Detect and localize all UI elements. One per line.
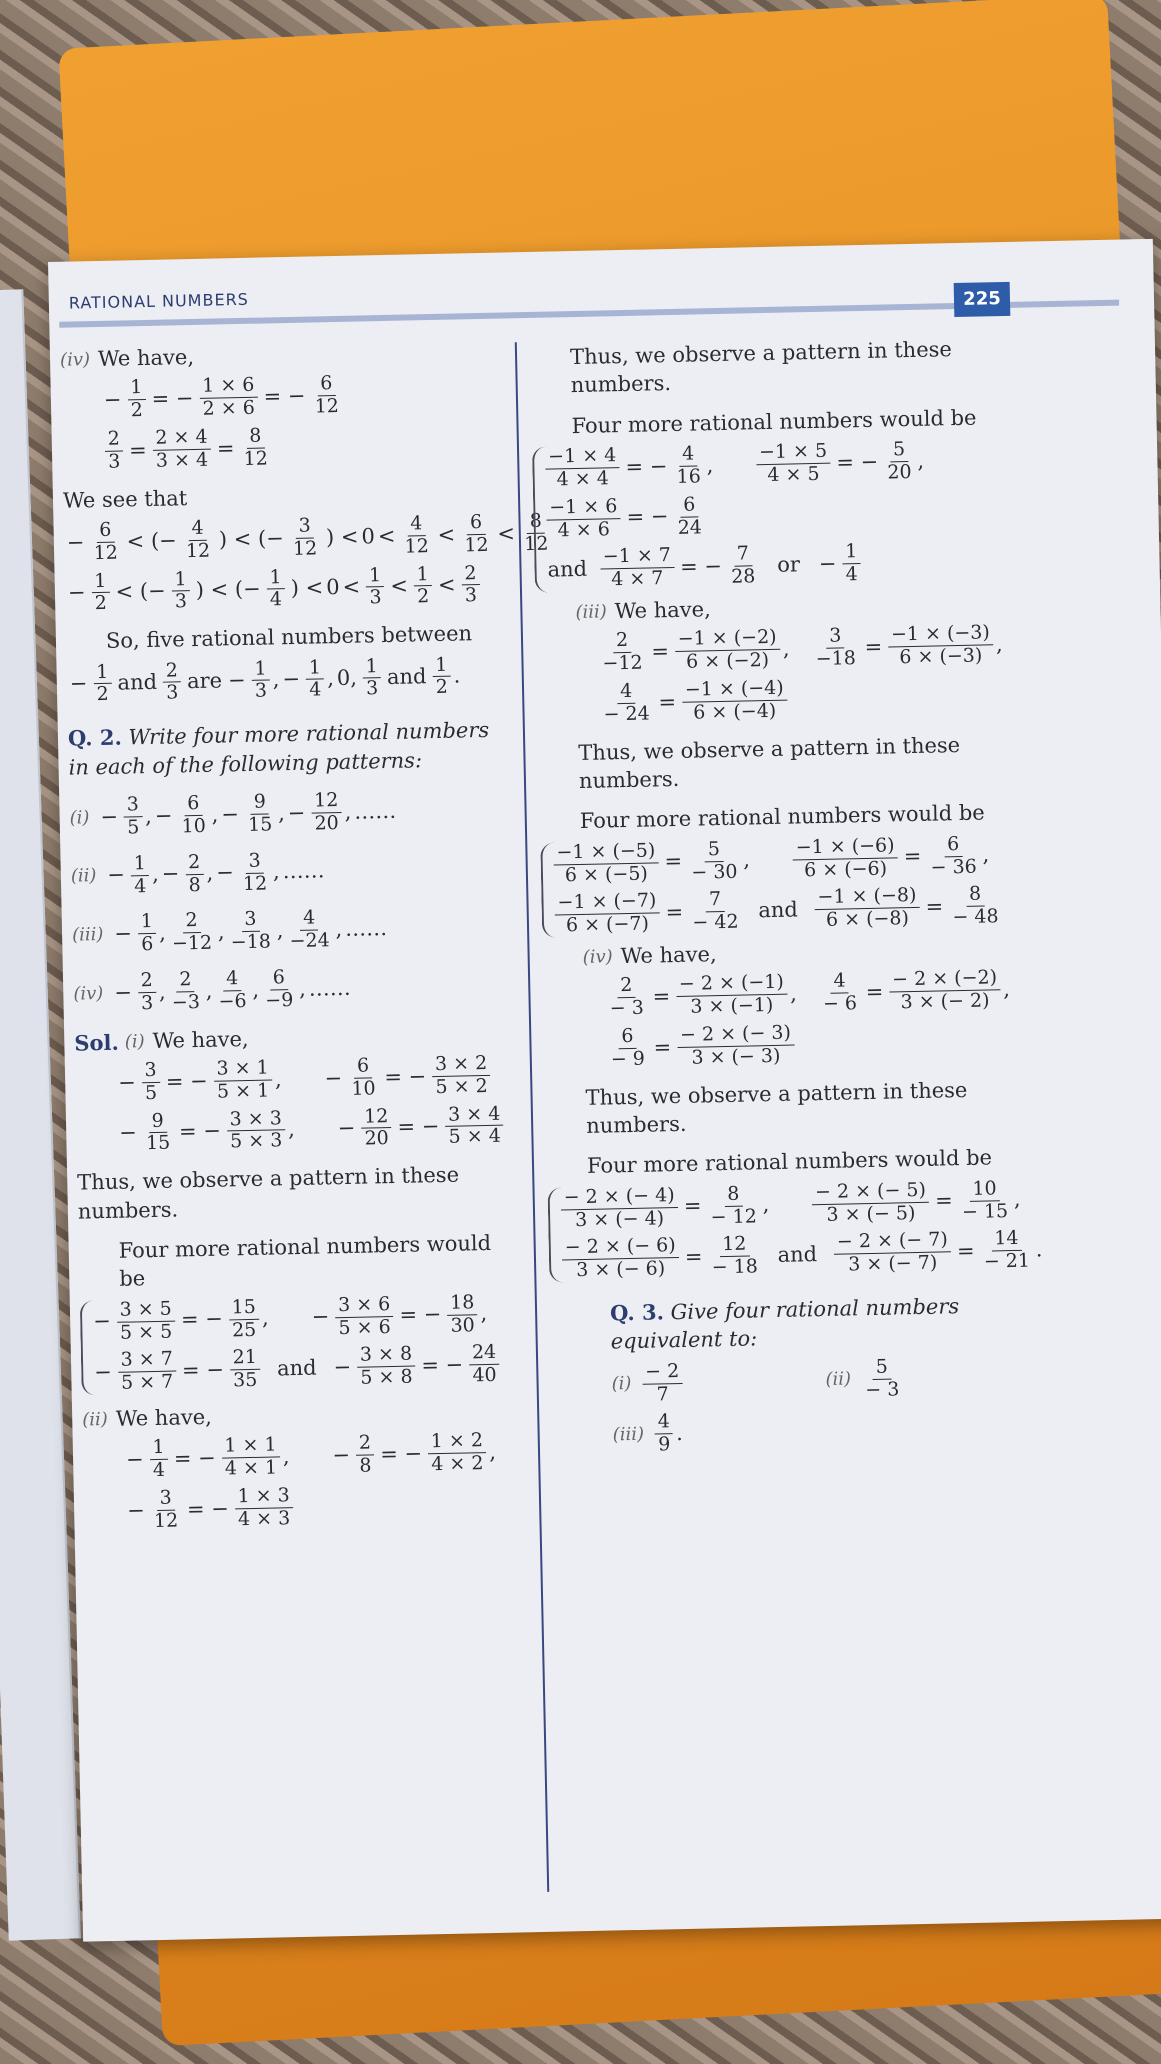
pattern-fraction: $\frac{12}{20}$: [311, 790, 342, 835]
four-more-text: Four more rational numbers would be: [579, 800, 985, 834]
pattern-row: (ii) − $\frac{1}{4}$ , − $\frac{2}{8}$ , − $\frac{3}{12}$ , ……: [70, 849, 325, 897]
q3-row: (i) − 2 7 (ii) 5 − 3: [611, 1355, 900, 1406]
question-number: Q. 2.: [67, 724, 123, 751]
pattern-fraction: 4 −6: [218, 967, 247, 1013]
right-column: Thus, we observe a pattern in these numbers. Four more rational numbers would be $\frac{-1 \times 4}{4 \times 4}$ = − $\frac{4}{16}$ , $\frac{-1 \times 5}{4 \times 5}$ = − $\frac{5}{20}$ , $\frac{-1 \times 6}{4 \times 6}$ = − $\frac{6}{24}$ and $\frac{-1 \times 7}{4 \times 7}$ = − $\frac{7}{28}$ or − $\frac{1}{4}$ (iii) We have, $\frac{2}{-12}$ = $\frac{-1 \times (-2)}{6 \times (-2)}$ , $\frac{3}{-18}$ = $\frac{-1 \times (-3)}{6 \times (-3)}$ , $\frac{4}{- 24}$ = $\frac{-1 \times (-4)}{6 \times (-4)}$ Thus, we observe a pattern in these numbers. Four more rational numbers would be $\frac{-1 \times (-5)}{6 \times (-5)}$ = $\frac{5}{- 30}$ , $\frac{-1 \times (-6)}{6 \times (-6)}$ = $\frac{6}{- 36}$ , $\frac{-1 \times (-7)}{6 \times (-7)}$ = $\frac{7}{- 42}$ and $\frac{-1 \times (-8)}{6 \times (-8)}$ = $\frac{8}{- 48}$ (iv) We have, $\frac{2}{- 3}$ = $\frac{- 2 \times (-1)}{3 \times (-1)}$ , $\frac{4}{- 6}$ = $\frac{- 2 \times (-2)}{3 \times (- 2)}$ , $\frac{6}{- 9}$ = $\frac{- 2 \times (- 3)}{3 \times (- 3)}$ Thus, we observe a pattern in these numbers. Four more rational numbers would be $\frac{- 2 \times (- 4)}{3 \times (- 4)}$ = $\frac{8}{- 12}$ , $\frac{- 2 \times (- 5)}{3 \times (- 5)}$ = $\frac{10}{- 15}$ , $\frac{- 2 \times (- 6)}{3 \times (- 6)}$ = $\frac{12}{- 18}$ and $\frac{- 2 \times (- 7)}{3 \times (- 7)}$ = $\frac{14}{- 21}$ . Q. 3. Give four rational numbers equivalent to: (i) − 2 7 (ii) 5 − 3 (iii) 4 9 .: [530, 321, 1064, 1465]
pattern-fraction: $\frac{9}{15}$: [247, 790, 273, 836]
question-3: [550, 1290, 1061, 1357]
pattern-row: (iv) − $\frac{2}{3}$ , 2 −3 , 4 −6 , 6 −9 , ……: [73, 966, 351, 1015]
pattern-fraction: 6 −9: [265, 966, 294, 1012]
question-text: Give four rational numbers equivalent to:: [610, 1294, 960, 1354]
ellipsis: ……: [282, 858, 325, 884]
pattern-fraction: 2 −12: [171, 909, 213, 955]
equation-row: $\frac{2}{3}$ = $\frac{2 \times 4}{3 \times 4}$ = $\frac{8}{12}$: [62, 420, 503, 474]
q3-row: (iii) 4 9 .: [612, 1410, 684, 1456]
equation-row: − $\frac{1}{2}$ = − $\frac{1 \times 6}{2 \times 6}$ = − $\frac{6}{12}$: [103, 372, 340, 422]
pattern-fraction: $\frac{2}{3}$: [137, 970, 156, 1015]
pattern-label: (ii): [70, 865, 97, 887]
pattern-fraction: $\frac{1}{4}$: [131, 853, 150, 898]
pattern-fraction: $\frac{3}{12}$: [242, 849, 268, 895]
answer-brace: $\frac{-1 \times 4}{4 \times 4}$ = − $\frac{4}{16}$ , $\frac{-1 \times 5}{4 \times 5}$ = − $\frac{5}{20}$ , $\frac{-1 \times 6}{4 \times 6}$ = − $\frac{6}{24}$ and $\frac{-1 \times 7}{4 \times 7}$ = − $\frac{7}{28}$ or − $\frac{1}{4}$: [532, 436, 1045, 593]
we-have-text: We have,: [97, 344, 195, 371]
solution-heading: Sol. (i) We have,: [74, 1026, 249, 1056]
pattern-fraction: $\frac{2}{8}$: [185, 852, 204, 897]
pattern-label: (i): [69, 806, 90, 829]
part-label: (iv): [59, 348, 91, 371]
we-see-text: We see that: [62, 485, 188, 513]
pattern-fraction: 2 −3: [171, 968, 201, 1014]
pattern-label: (iv): [73, 982, 104, 1005]
four-more-text: Four more rational numbers would be: [571, 405, 977, 438]
pattern-row: (iii) − $\frac{1}{6}$ , 2 −12 , 3 −18 , 4 −24 , ……: [71, 906, 388, 956]
four-more-text: Four more rational numbers would be: [586, 1145, 993, 1179]
inequality-row: − $\frac{6}{12}$ < (− $\frac{4}{12}$ ) < (− $\frac{3}{12}$ ) < 0 < 4 12 < 6 12 < 8 12: [66, 509, 549, 564]
ellipsis: ……: [344, 916, 388, 942]
textbook-page: [48, 239, 1161, 1942]
pattern-fraction: 4 −24: [289, 906, 330, 953]
observe-text: Thus, we observe a pattern in these numbers.: [578, 732, 961, 793]
pattern-label: (iii): [71, 923, 104, 946]
so-text: So, five rational numbers between: [105, 621, 473, 654]
observe-text: Thus, we observe a pattern in these numbers.: [569, 337, 953, 398]
ellipsis: ……: [308, 975, 351, 1001]
between-row: − $\frac{1}{2}$ and 2 3 are − $\frac{1}{3}$ , − $\frac{1}{4}$ , 0, 1 3 and 1 2 .: [69, 653, 461, 706]
question-text: Write four more rational numbers in each of the following patterns:: [68, 718, 490, 780]
pattern-fraction: $\frac{1}{6}$: [138, 911, 157, 956]
pattern-fraction: 3 −18: [230, 908, 272, 954]
page-number: 225: [954, 282, 1011, 317]
pattern-fraction: $\frac{6}{10}$: [181, 791, 207, 838]
inequality-row: − $\frac{1}{2}$ < (− $\frac{1}{3}$ ) < (− $\frac{1}{4}$ ) < 0 < 1 3 < 1 2 < 2 3: [64, 562, 505, 616]
chapter-header: RATIONAL NUMBERS: [68, 289, 250, 313]
observe-text: Thus, we observe a pattern in these numbers.: [585, 1077, 968, 1138]
question-2: [68, 716, 509, 782]
ellipsis: ……: [353, 798, 397, 824]
answer-brace: − $\frac{3 \times 5}{5 \times 5}$ = − $\frac{15}{25}$ , − $\frac{3 \times 6}{5 \times 6}$ = − $\frac{18}{30}$ , − $\frac{3 \times 7}{5 \times 7}$ = − $\frac{21}{35}$ and − $\frac{3 \times 8}{5 \times 8}$ = − $\frac{24}{40}$: [80, 1291, 522, 1396]
pattern-fraction: $\frac{3}{5}$: [124, 794, 143, 839]
pattern-list: [69, 786, 514, 1016]
pattern-row: (i) − $\frac{3}{5}$ , − $\frac{6}{10}$ , − $\frac{9}{15}$ , − $\frac{12}{20}$ , ……: [69, 789, 397, 839]
question-number: Q. 3.: [609, 1299, 665, 1326]
observe-text: Thus, we observe a pattern in these numbers.: [77, 1162, 460, 1224]
left-column: (iv) We have, − $\frac{1}{2}$ = − $\frac{1 \times 6}{2 \times 6}$ = − $\frac{6}{12}$ $\frac{2}{3}$ = $\frac{2 \times 4}{3 \times 4}$ = $\frac{8}{12}$ We see that − $\frac{6}{12}$ < (− $\frac{4}{12}$ ) < (− $\frac{3}{12}$ ) < 0 < 4 12 < 6 12 < 8 12 − $\frac{1}{2}$ < (− $\frac{1}{3}$ ) < (− $\frac{1}{4}$ ) < 0 < 1 3 < 1 2 < 2 3 So, five rational numbers between − $\frac{1}{2}$ and 2 3 are − $\frac{1}{3}$ , − $\frac{1}{4}$ , 0, 1 3 and 1 2 . Q. 2. Write four more rational numbers in each of the following patterns: (i) − $\frac{3}{5}$ , − $\frac{6}{10}$ , − $\frac{9}{15}$ , − $\frac{12}{20}$ , …… (ii) − $\frac{1}{4}$ , − $\frac{2}{8}$ , − $\frac{3}{12}$ , …… (iii) − $\frac{1}{6}$ , 2 −12 , 3 −18 , 4 −24 , …… (iv) − $\frac{2}{3}$ , 2 −3 , 4 −6 , 6 −9 , …… Sol. (i) We have, − $\frac{3}{5}$ = − $\frac{3 \times 1}{5 \times 1}$ , − $\frac{6}{10}$ = − $\frac{3 \times 2}{5 \times 2}$ − $\frac{9}{15}$ = − $\frac{3 \times 3}{5 \times 3}$ , − $\frac{12}{20}$ = − $\frac{3 \times 4}{5 \times 4}$ Thus, we observe a pattern in these numbers. Four more rational numbers would be − $\frac{3 \times 5}{5 \times 5}$ = − $\frac{15}{25}$ , − $\frac{3 \times 6}{5 \times 6}$ = − $\frac{18}{30}$ , − $\frac{3 \times 7}{5 \times 7}$ = − $\frac{21}{35}$ and − $\frac{3 \times 8}{5 \times 8}$ = − $\frac{24}{40}$ (ii) We have, − $\frac{1}{4}$ = − $\frac{1 \times 1}{4 \times 1}$ , − $\frac{2}{8}$ = − $\frac{1 \times 2}{4 \times 2}$ , − $\frac{3}{12}$ = − $\frac{1 \times 3}{4 \times 3}$: [59, 344, 549, 1532]
four-more-text: Four more rational numbers would be: [118, 1230, 492, 1292]
answer-brace: $\frac{- 2 \times (- 4)}{3 \times (- 4)}$ = $\frac{8}{- 12}$ , $\frac{- 2 \times (- 5)}{3 \times (- 5)}$ = $\frac{10}{- 15}$ , $\frac{- 2 \times (- 6)}{3 \times (- 6)}$ = $\frac{12}{- 18}$ and $\frac{- 2 \times (- 7)}{3 \times (- 7)}$ = $\frac{14}{- 21}$ .: [547, 1177, 1059, 1283]
answer-brace: $\frac{-1 \times (-5)}{6 \times (-5)}$ = $\frac{5}{- 30}$ , $\frac{-1 \times (-6)}{6 \times (-6)}$ = $\frac{6}{- 36}$ , $\frac{-1 \times (-7)}{6 \times (-7)}$ = $\frac{7}{- 42}$ and $\frac{-1 \times (-8)}{6 \times (-8)}$ = $\frac{8}{- 48}$: [540, 832, 1052, 938]
